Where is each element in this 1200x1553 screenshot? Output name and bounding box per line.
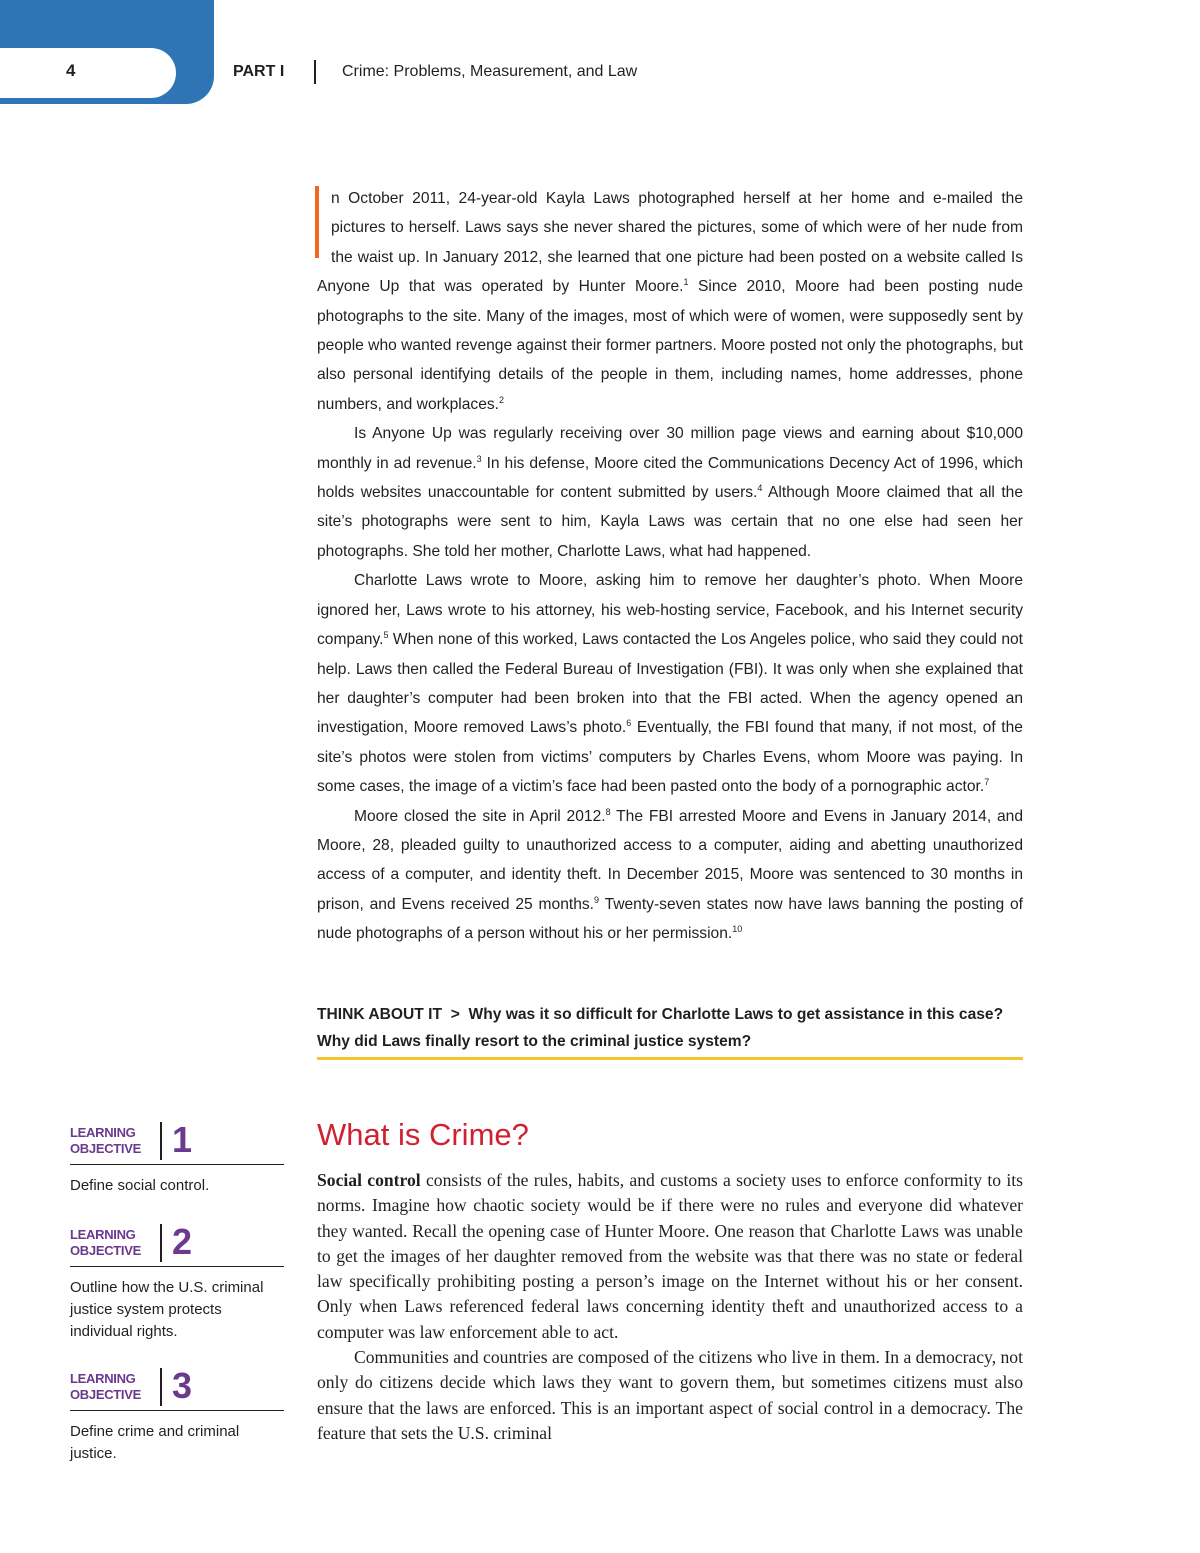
part-title: Crime: Problems, Measurement, and Law [342, 63, 638, 80]
lo-number: 2 [172, 1221, 193, 1262]
think-about-it: THINK ABOUT IT > Why was it so difficult for Charlotte Laws to get assistance in this case? Why did Laws finally resort to the criminal justice system? [317, 1006, 1004, 1050]
think-rule [317, 1057, 1023, 1060]
learning-objective-2 [70, 1221, 284, 1343]
lo-text: Outline how the U.S. criminal justice system protects individual rights. [70, 1279, 264, 1340]
opening-story [317, 184, 1023, 949]
page-number-tab [0, 48, 176, 98]
lo-label: OBJECTIVE [70, 1141, 141, 1156]
arrow-icon: > [450, 1006, 460, 1023]
lo-text: Define crime and criminal justice. [70, 1423, 240, 1462]
body-paragraph: Social control consists of the rules, habits, and customs a society uses to enforce conformity to its norms. Imagine how chaotic society would be if there were no rules and everyone did whatever they wanted. Recall the opening case of Hunter Moore. One reason that Charlotte Laws was unable to get the images of her daughter removed from the website was that there was no state or federal law specifically prohibiting posting a person’s image on the Internet without his or her consent. Only when Laws referenced federal laws concerning identity theft and unauthorized access to a computer was law enforcement able to act. [317, 1170, 1023, 1342]
lo-rule [70, 1266, 284, 1267]
story-paragraph: Moore closed the site in April 2012.$^8$ The FBI arrested Moore and Evens in January 2014, and Moore, 28, pleaded guilty to unauthorized access to a computer, aiding and abetting unauthorized access of a computer, and identity theft. In December 2015, Moore was sentenced to 30 months in prison, and Evens received 25 months.$^9$ Twenty-seven states now have laws banning the posting of nude photographs of a person without his or her permission.$^{10}$ [317, 806, 1023, 943]
lo-rule [70, 1164, 284, 1165]
section-body [317, 1168, 1023, 1446]
story-paragraph: Is Anyone Up was regularly receiving over 30 million page views and earning about $10,000 monthly in ad revenue.$^3$ In his defense, Moore cited the Communications Decency Act of 1996, which holds websites unaccountable for content submitted by users.$^4$ Although Moore claimed that all the site’s photographs were sent to him, Kayla Laws was certain that no one else had seen her photographs. She told her mother, Charlotte Laws, what had happened. [317, 425, 1023, 560]
lo-label: LEARNING [70, 1227, 136, 1242]
lo-number: 3 [172, 1365, 193, 1406]
header-divider [314, 60, 316, 84]
lo-label: LEARNING [70, 1371, 136, 1386]
body-paragraph: Communities and countries are composed of the citizens who live in them. In a democracy, not only do citizens decide which laws they want to govern them, but sometimes citizens must also ensure that the laws are enforced. This is an important aspect of social control in a democracy. The feature that sets the U.S. criminal [317, 1347, 1023, 1443]
lo-number: 1 [172, 1119, 193, 1160]
lo-label: OBJECTIVE [70, 1243, 141, 1258]
lo-label: LEARNING [70, 1125, 136, 1140]
learning-objective-3 [70, 1365, 284, 1465]
lo-rule [70, 1410, 284, 1411]
story-paragraph: Charlotte Laws wrote to Moore, asking him to remove her daughter’s photo. When Moore ignored her, Laws wrote to his attorney, his web-hosting service, Facebook, and his Internet security company.$^5$ When none of this worked, Laws contacted the Los Angeles police, who said they could not help. Laws then called the Federal Bureau of Investigation (FBI). It was only when she explained that her daughter’s computer had been broken into that the FBI acted. When the agency opened an investigation, Moore removed Laws’s photo.$^6$ Eventually, the FBI found that many, if not most, of the site’s photos were stolen from victims’ computers by Charles Evens, whom Moore was paying. In some cases, the image of a victim’s face had been pasted onto the body of a pornographic actor.$^7$ [317, 572, 1023, 796]
lo-text: Define social control. [70, 1177, 210, 1194]
learning-objective-1 [70, 1119, 284, 1197]
part-label: PART I [233, 63, 285, 80]
story-paragraph: n October 2011, 24-year-old Kayla Laws photographed herself at her home and e-mailed the pictures to herself. Laws says she never shared the pictures, some of which were of her nude from the waist up. In January 2012, she learned that one picture had been posted on a website called Is Anyone Up that was operated by Hunter Moore.$^1$ Since 2010, Moore had been posting nude photographs to the site. Many of the images, most of which were of women, were supposedly sent by people who wanted revenge against their former partners. Moore posted not only the photographs, but also personal identifying details of the people in them, including names, home addresses, phone numbers, and workplaces.$^2$ [317, 184, 1023, 419]
lo-divider [160, 1368, 162, 1406]
drop-cap [317, 186, 329, 260]
lo-label: OBJECTIVE [70, 1387, 141, 1402]
lo-divider [160, 1122, 162, 1160]
page-number: 4 [66, 61, 76, 80]
key-term: Social control [317, 1170, 421, 1190]
lo-divider [160, 1224, 162, 1262]
section-title: What is Crime? [317, 1117, 529, 1152]
